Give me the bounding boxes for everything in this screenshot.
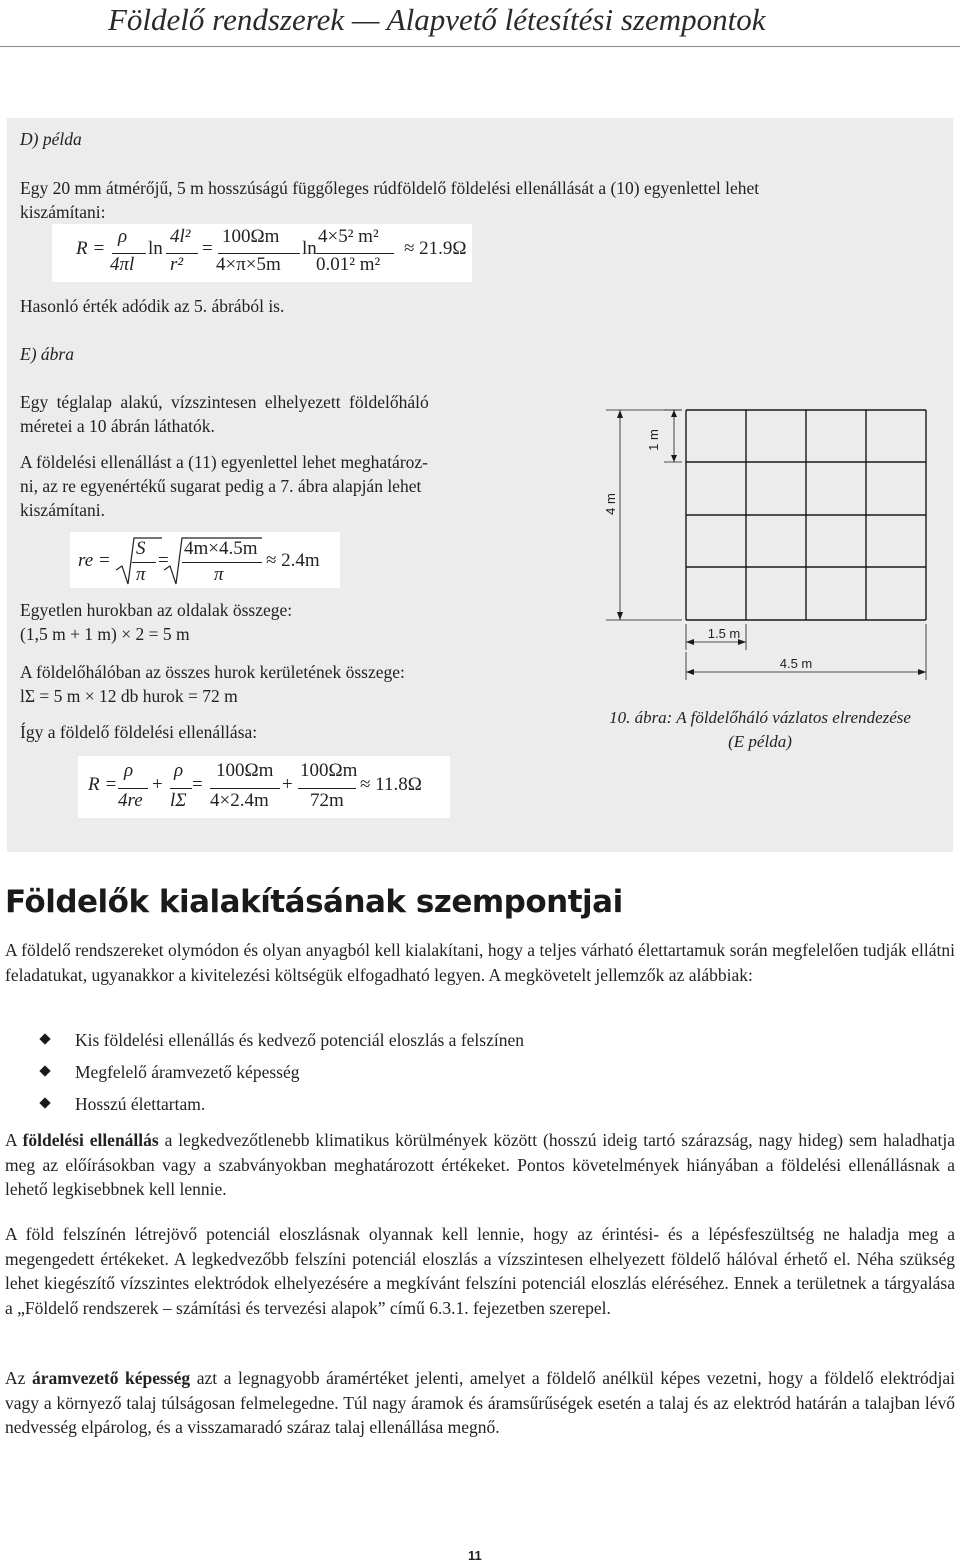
formula-den3: 0.01² m² bbox=[316, 254, 381, 275]
formula-4pil: 4πl bbox=[110, 254, 135, 275]
formula-eq: = bbox=[202, 238, 213, 259]
formula-r-d2: lΣ bbox=[170, 790, 187, 811]
header-rule bbox=[0, 46, 960, 47]
paragraph-resistance bbox=[5, 1128, 955, 1202]
list-item-text: Hosszú élettartam. bbox=[75, 1094, 206, 1114]
example-e-heading: E) ábra bbox=[20, 344, 74, 364]
list-item-text: Kis földelési ellenállás és kedvező potenciál eloszlás a felszínen bbox=[75, 1030, 524, 1050]
formula-r-rho2: ρ bbox=[174, 760, 184, 781]
formula-mesh-resistance bbox=[78, 756, 450, 818]
formula-r-d4: 72m bbox=[310, 790, 344, 811]
formula-num3: 4×5² m² bbox=[318, 226, 379, 247]
bold-term: áramvezető képesség bbox=[31, 1368, 191, 1388]
fraction-bar bbox=[132, 562, 156, 563]
section-intro: A földelő rendszereket olymódon és olyan anyagból kell kialakítani, hogy a teljes várható élettartamuk során megfelelően tudják ellátni feladatukat, ugyanakkor a kivitelezési költségük elfogadható legyen. A megkövetelt jellemzők az alábbiak: bbox=[5, 940, 955, 985]
formula-r-n3: 100Ωm bbox=[216, 760, 274, 781]
example-d-text-1: Egy 20 mm átmérőjű, 5 m hosszúságú függőleges rúdföldelő földelési ellenállását a (10) egyenlettel lehet bbox=[20, 178, 760, 198]
bold-term: földelési ellenállás bbox=[22, 1130, 159, 1150]
formula-r-result: ≈ 11.8Ω bbox=[360, 774, 422, 795]
formula-ln2: ln bbox=[302, 238, 317, 259]
page-number: 11 bbox=[468, 1548, 482, 1563]
example-e-line-3: A földelési ellenállást a (11) egyenlettel lehet meghatároz- bbox=[20, 452, 428, 472]
example-e-line-1: Egy téglalap alakú, vízszintesen elhelyezett földelőháló bbox=[20, 392, 429, 412]
list-item bbox=[5, 1056, 524, 1088]
header-title: Földelő rendszerek — Alapvető létesítési szempontok bbox=[108, 2, 766, 37]
dim-label-4m: 4 m bbox=[603, 493, 618, 515]
formula-re-s: S bbox=[136, 538, 146, 559]
example-d-text-2: kiszámítani: bbox=[20, 202, 106, 222]
list-item-text: Megfelelő áramvezető képesség bbox=[75, 1062, 300, 1082]
formula-re-pi1: π bbox=[136, 564, 146, 585]
list-item bbox=[5, 1024, 524, 1056]
paragraph-potential: A föld felszínén létrejövő potenciál eloszlásnak olyannak kell lennie, hogy az érintési- és a lépésfeszültség ne haladja meg a megengedett értékeket. A legkedvezőbb felszíni potenciál eloszlás a vízszintesen elhelyezett földelő hálóval érhető el. Néha szükség lehet kiegészítő vízszintes elektródok elhelyezésére a megkívánt felszíni potenciál eloszlás eléréséhez. Ennek a területnek a tárgyalása a „Földelő rendszerek – számítási és tervezési alapok” című 6.3.1. fejezetben szerepel. bbox=[5, 1224, 955, 1318]
formula-den2: 4×π×5m bbox=[216, 254, 281, 275]
section-title: Földelők kialakításának szempontjai bbox=[5, 884, 623, 920]
paragraph-current bbox=[5, 1366, 955, 1440]
formula-r2: r² bbox=[170, 254, 184, 275]
diamond-bullet-icon bbox=[39, 1097, 50, 1108]
formula-re-num: 4m×4.5m bbox=[184, 538, 258, 559]
page-header bbox=[108, 0, 960, 48]
example-e-line-4: ni, az re egyenértékű sugarat pedig a 7. ábra alapján lehet bbox=[20, 476, 422, 496]
formula-re-result: ≈ 2.4m bbox=[266, 550, 320, 571]
paragraph-text: A bbox=[5, 1130, 23, 1150]
paragraph-text: azt a legnagyobb áramértéket jelenti, amelyet a földelő anélkül képes vezetni, hogy a földelő elektródjai vagy a környező talaj túlságosan felmelegedne. Túl nagy áramok és áramsűrűségek esetén a talaj és az elektród határán a talajban lévő nedvesség elpárolog, és a visszamaradó száraz talaj ellenállása megnő. bbox=[5, 1368, 956, 1437]
formula-lhs: R = bbox=[76, 238, 106, 259]
formula-r-n4: 100Ωm bbox=[300, 760, 358, 781]
formula-r-rho1: ρ bbox=[124, 760, 134, 781]
mesh-value: lΣ = 5 m × 12 db hurok = 72 m bbox=[20, 686, 238, 706]
formula-equivalent-radius bbox=[70, 532, 340, 588]
list-item bbox=[5, 1088, 524, 1120]
formula-result: ≈ 21.9Ω bbox=[404, 238, 467, 259]
diamond-bullet-icon bbox=[39, 1065, 50, 1076]
formula-ln: ln bbox=[148, 238, 163, 259]
dim-label-4-5m: 4.5 m bbox=[779, 656, 813, 671]
loop-value: (1,5 m + 1 m) × 2 = 5 m bbox=[20, 624, 190, 644]
formula-r-lhs: R = bbox=[88, 774, 118, 795]
paragraph-text: a legkedvezőtlenebb klimatikus körülmények között (hosszú ideig tartó szárazság, nagy hideg) sem haladhatja meg az előírásokban vagy a szabványokban meghatározott értékeket. Pontos követelmények hiányában a földelési ellenállásnak a lehető legkisebbnek kell lennie. bbox=[5, 1130, 955, 1199]
fraction-bar bbox=[170, 788, 192, 789]
example-d-heading: D) példa bbox=[20, 129, 82, 149]
formula-rod-resistance bbox=[52, 224, 472, 282]
formula-re-eq: = bbox=[158, 550, 169, 571]
fraction-bar bbox=[182, 562, 262, 563]
diamond-bullet-icon bbox=[39, 1033, 50, 1044]
figure-mesh-layout bbox=[590, 402, 930, 772]
example-e-line-5: kiszámítani. bbox=[20, 500, 106, 520]
formula-re-pi2: π bbox=[214, 564, 224, 585]
formula-r-plus: + bbox=[152, 774, 163, 795]
fraction-bar bbox=[298, 788, 356, 789]
formula-re-lhs: re = bbox=[78, 550, 111, 571]
loop-heading: Egyetlen hurokban az oldalak összege: bbox=[20, 600, 293, 620]
formula-num2: 100Ωm bbox=[222, 226, 280, 247]
dim-label-1-5m: 1.5 m bbox=[707, 626, 741, 641]
formula-rho: ρ bbox=[118, 226, 128, 247]
formula-r-d3: 4×2.4m bbox=[210, 790, 269, 811]
example-e-line-2: méretei a 10 ábrán láthatók. bbox=[20, 416, 215, 436]
figure-caption-sub: (E példa) bbox=[728, 732, 792, 751]
resistance-heading: Így a földelő földelési ellenállása: bbox=[20, 722, 258, 742]
figure-caption: 10. ábra: A földelőháló vázlatos elrendezése bbox=[609, 708, 911, 727]
mesh-diagram bbox=[590, 402, 930, 702]
mesh-heading: A földelőhálóban az összes hurok kerületének összege: bbox=[20, 662, 405, 682]
paragraph-text: Az bbox=[5, 1368, 32, 1388]
formula-r-d1: 4re bbox=[118, 790, 143, 811]
fraction-bar bbox=[210, 788, 280, 789]
formula-r-plus2: + bbox=[282, 774, 293, 795]
formula-r-eq: = bbox=[192, 774, 203, 795]
fraction-bar bbox=[118, 788, 148, 789]
dim-label-1m: 1 m bbox=[646, 429, 661, 451]
formula-4l2: 4l² bbox=[170, 226, 191, 247]
example-d-note: Hasonló érték adódik az 5. ábrából is. bbox=[20, 296, 285, 316]
requirements-list bbox=[5, 1024, 524, 1120]
